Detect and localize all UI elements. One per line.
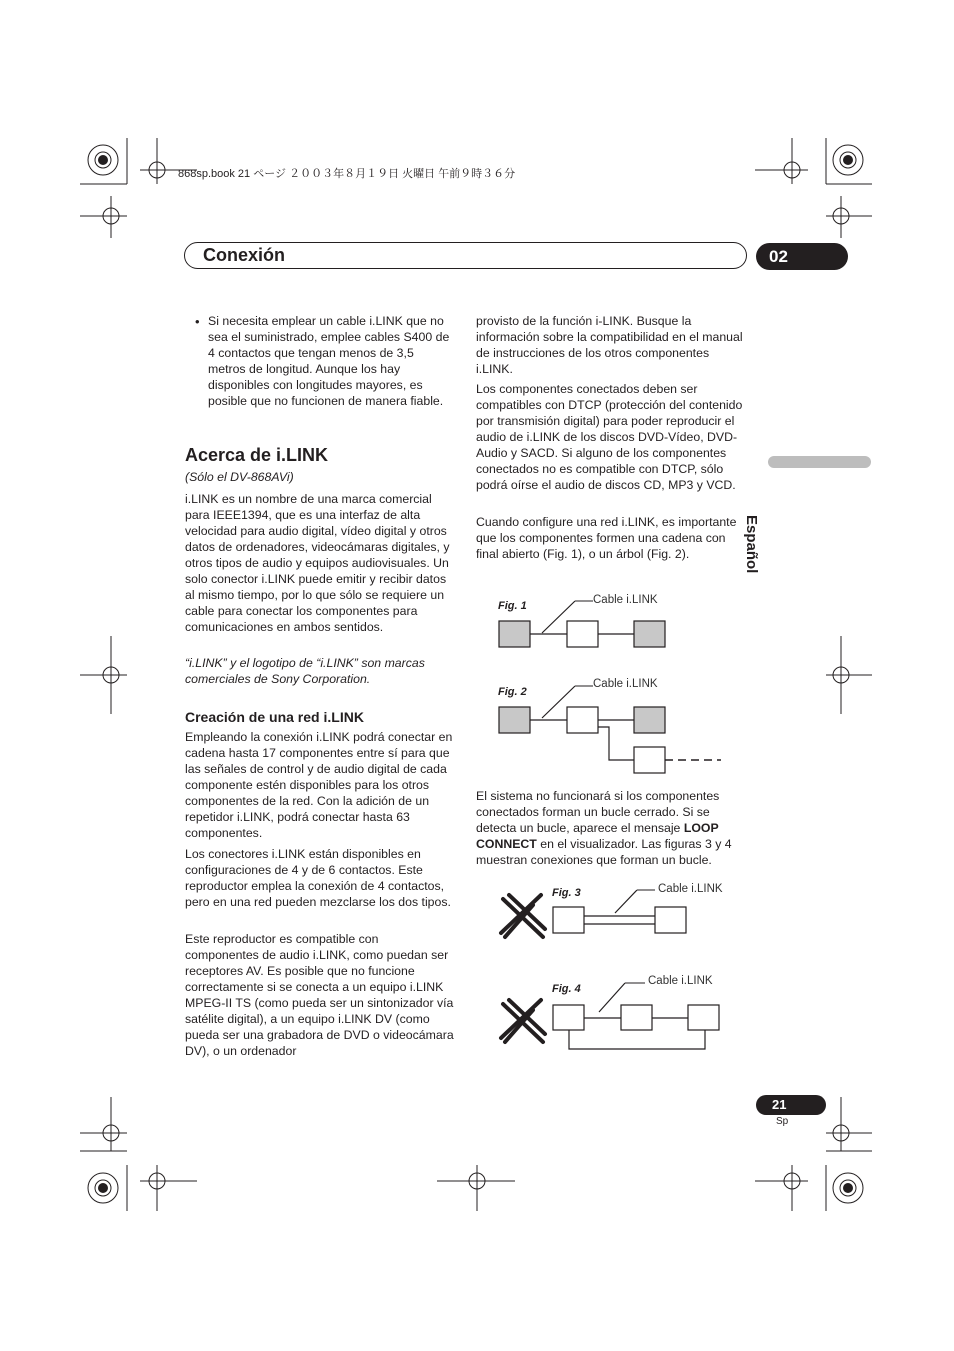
chapter-number: 02 bbox=[769, 247, 788, 266]
fig1-label: Fig. 1 bbox=[498, 600, 527, 612]
right-paragraph-1: provisto de la función i-LINK. Busque la información sobre la compatibilidad en el manual de instrucciones de los otros componentes i.LINK. bbox=[476, 314, 743, 376]
right-paragraph-2: Los componentes conectados deben ser compatibles con DTCP (protección del contenido por transmisión digital) para poder reproducir el audio de i.LINK de los discos DVD-Vídeo, DVD-Audio y SACD. Si alguno de los componentes conectados no es compatible con DTCP, sólo podrá oírse el audio de discos CD, MP3 y VCD. bbox=[476, 382, 743, 492]
fig2-label: Fig. 2 bbox=[498, 686, 527, 698]
cross-icon bbox=[501, 1000, 545, 1042]
fig4-diagram bbox=[497, 978, 757, 1058]
fig3-cable-label: Cable i.LINK bbox=[658, 883, 723, 895]
book-meta: 868sp.book 21 ページ ２００３年８月１９日 火曜日 午前９時３６分 bbox=[178, 168, 516, 180]
page-number-badge bbox=[756, 1095, 826, 1115]
fig4-cable-label: Cable i.LINK bbox=[648, 975, 713, 987]
section-note: (Sólo el DV-868AVi) bbox=[185, 470, 294, 484]
loop-connect-message: LOOP CONNECT bbox=[476, 821, 719, 851]
para4-start: El sistema no funcionará si los componentes conectados forman un bucle cerrado. Si se detecta un bucle, aparece el mensaje bbox=[476, 789, 720, 835]
sub-paragraph-2: Los conectores i.LINK están disponibles en configuraciones de 4 y de 6 contactos. Este reproductor emplea la conexión de 4 contactos, pero en una red pueden mezclarse los dos tipos. bbox=[185, 847, 451, 909]
sub-paragraph-1: Empleando la conexión i.LINK podrá conectar en cadena hasta 17 componentes entre sí para que las señales de control y de audio digital de cada componente estén disponibles para los otros componentes de la red. Con la adición de un repetidor i.LINK, podrá conectar hasta 63 componentes. bbox=[185, 730, 453, 840]
section-paragraph: i.LINK es un nombre de una marca comercial para IEEE1394, que es una interfaz de alta velocidad para audio digital, vídeo digital y otros datos de ordenadores, videocámaras digitales, y otros tipos de audio y equipos audiovisuales. Un solo conector i.LINK puede emitir y recibir datos al mismo tiempo, por lo que sólo se requiere un cable para conectar los componentes para comunicaciones en ambos sentidos. bbox=[185, 492, 450, 634]
fig3-label: Fig. 3 bbox=[552, 887, 581, 899]
fig4-label: Fig. 4 bbox=[552, 983, 581, 995]
page-number: 21 bbox=[772, 1097, 787, 1112]
fig2-cable-label: Cable i.LINK bbox=[593, 678, 658, 690]
cross-icon bbox=[501, 895, 545, 937]
fig2-diagram bbox=[497, 683, 727, 773]
right-paragraph-3: Cuando configure una red i.LINK, es importante que los componentes formen una cadena con final abierto (Fig. 1), o un árbol (Fig. 2). bbox=[476, 515, 737, 561]
language-tab-label: Español bbox=[743, 515, 760, 574]
page-language: Sp bbox=[776, 1116, 789, 1127]
page-title: Conexión bbox=[203, 245, 286, 265]
bullet-icon: • bbox=[195, 314, 200, 329]
subsection-title: Creación de una red i.LINK bbox=[185, 709, 364, 725]
section-title: Acerca de i.LINK bbox=[185, 445, 329, 465]
sub-paragraph-3: Este reproductor es compatible con componentes de audio i.LINK, como puedan ser receptores AV. Es posible que no funcione correctamente si se conecta a un equipo i.LINK MPEG-II TS (como pueda ser un sintonizador vía satélite digital), a un equipo i.LINK DV (como pueda ser una grabadora de DVD o videocámara DV), o un ordenador bbox=[185, 932, 454, 1058]
fig1-cable-label: Cable i.LINK bbox=[593, 594, 658, 606]
para4-end: en el visualizador. Las figuras 3 y 4 muestran conexiones que forman un bucle. bbox=[476, 837, 732, 867]
right-paragraph-4 bbox=[476, 788, 744, 868]
bullet-text: Si necesita emplear un cable i.LINK que no sea el suministrado, emplee cables S400 de 4 contactos que tengan menos de 3,5 metros de longitud. Aunque los hay disponibles con longitudes mayores, es posible que no funcionen de manera fiable. bbox=[208, 314, 450, 408]
trademark-note: “i.LINK” y el logotipo de “i.LINK” son marcas comerciales de Sony Corporation. bbox=[185, 656, 425, 686]
fig3-diagram bbox=[497, 885, 757, 945]
language-tab-bar bbox=[768, 456, 871, 468]
fig1-diagram bbox=[497, 598, 697, 658]
